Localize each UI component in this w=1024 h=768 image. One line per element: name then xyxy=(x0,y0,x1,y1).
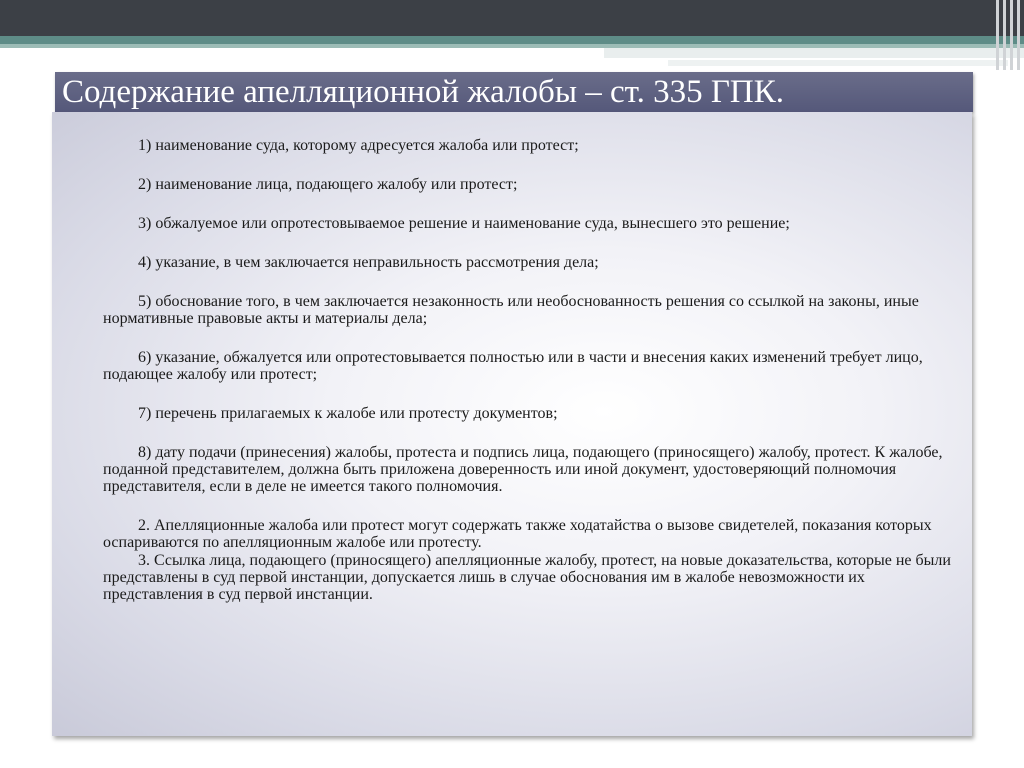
list-item: 6) указание, обжалуется или опротестовывается полностью или в части и внесения каких изменений требует лицо, подающее жалобу или протест; xyxy=(103,349,923,383)
list-item: 3. Ссылка лица, подающего (приносящего) апелляционные жалобу, протест, на новые доказательства, которые не были представлены в суд первой инстанции, допускается лишь в случае обоснования им в жалобе невозможности их представления в суд первой инстанции. xyxy=(103,552,951,603)
top-dark-bar xyxy=(0,0,1024,36)
list-item: 2. Апелляционные жалоба или протест могут содержать также ходатайства о вызове свидетелей, показания которых оспариваются по апелляционным жалобе или протесту. xyxy=(103,517,932,551)
list-item: 4) указание, в чем заключается неправильность рассмотрения дела; xyxy=(138,254,599,271)
slide-title: Содержание апелляционной жалобы – ст. 335 ГПК. xyxy=(62,74,785,110)
list-item: 7) перечень прилагаемых к жалобе или протесту документов; xyxy=(138,405,558,422)
content-text xyxy=(103,133,965,603)
list-item: 8) дату подачи (принесения) жалобы, протеста и подпись лица, подающего (приносящего) жалобу, протест. К жалобе, поданной представителем, должна быть приложена доверенность или иной документ, удостоверяющий полномочия представителя, если в деле не имеется такого полномочия. xyxy=(103,444,943,495)
corner-decoration xyxy=(992,0,1024,70)
list-item: 5) обоснование того, в чем заключается незаконность или необоснованность решения со ссылкой на законы, иные нормативные правовые акты и материалы дела; xyxy=(103,293,919,327)
top-right-stripe xyxy=(604,48,1024,58)
list-item: 3) обжалуемое или опротестовываемое решение и наименование суда, вынесшего это решение; xyxy=(138,215,790,232)
list-item: 2) наименование лица, подающего жалобу или протест; xyxy=(138,176,518,193)
list-item: 1) наименование суда, которому адресуется жалоба или протест; xyxy=(138,137,579,154)
top-right-stripe-thin xyxy=(668,60,1008,66)
